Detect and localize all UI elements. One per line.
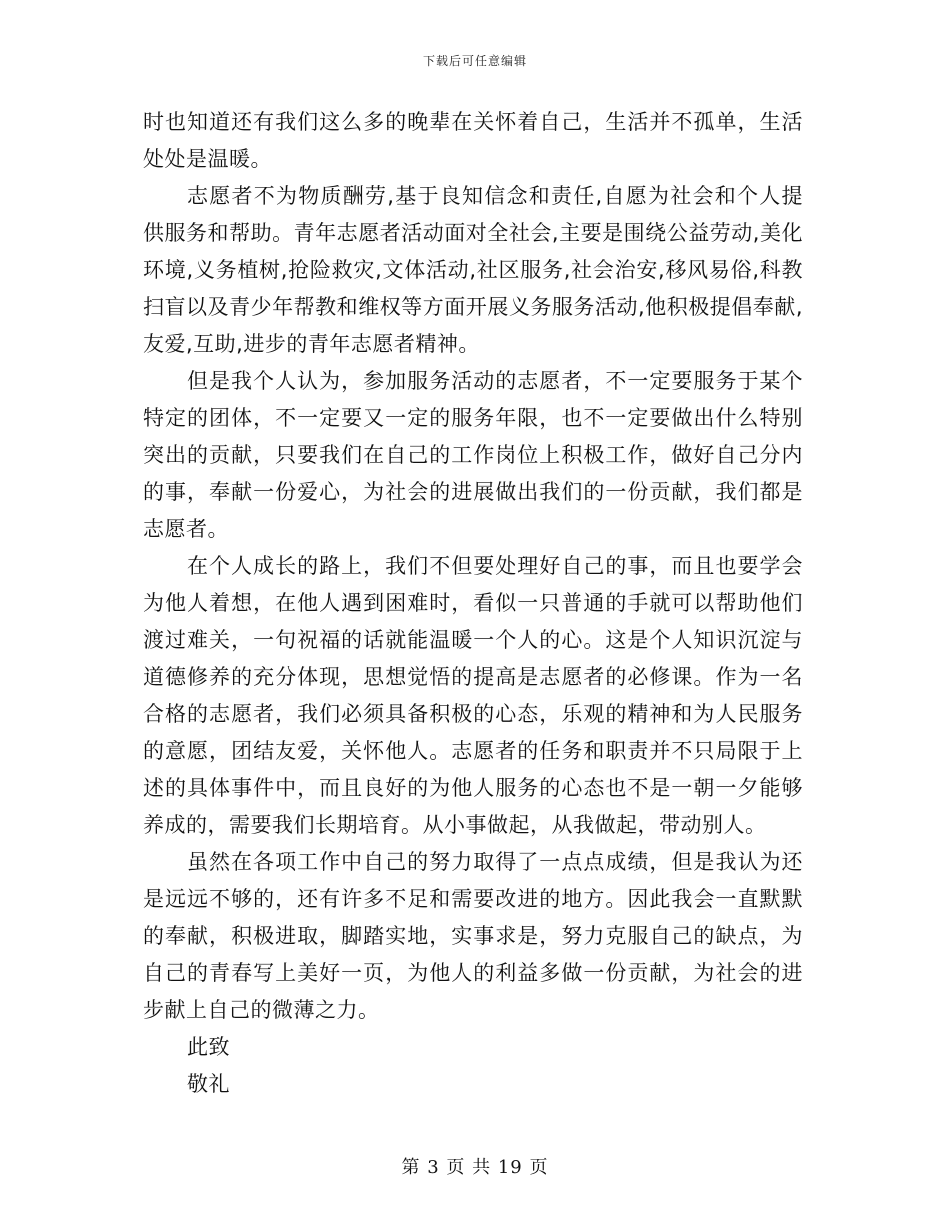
closing-line-1: 此致 [187,1035,230,1059]
paragraph: 但是我个人认为，参加服务活动的志愿者，不一定要服务于某个特定的团体，不一定要又一定的服务年限，也不一定要做出什么特别突出的贡献，只要我们在自己的工作岗位上积极工作，做好自己分内的事，奉献一份爱心，为社会的进展做出我们的一份贡献，我们都是志愿者。 [143,369,803,541]
paragraph: 在个人成长的路上，我们不但要处理好自己的事，而且也要学会为他人着想，在他人遇到困难时，看似一只普通的手就可以帮助他们渡过难关，一句祝福的话就能温暖一个人的心。这是个人知识沉淀与道德修养的充分体现，思想觉悟的提高是志愿者的必修课。作为一名合格的志愿者，我们必须具备积极的心态，乐观的精神和为人民服务的意愿，团结友爱，关怀他人。志愿者的任务和职责并不只局限于上述的具体事件中，而且良好的为他人服务的心态也不是一朝一夕能够养成的，需要我们长期培育。从小事做起，从我做起，带动别人。 [143,554,803,837]
paragraph: 志愿者不为物质酬劳,基于良知信念和责任,自愿为社会和个人提供服务和帮助。青年志愿者活动面对全社会,主要是围绕公益劳动,美化环境,义务植树,抢险救灾,文体活动,社区服务,社会治安,移风易俗,科教扫盲以及青少年帮教和维权等方面开展义务服务活动,他积极提倡奉献,友爱,互助,进步的青年志愿者精神。 [143,184,803,356]
paragraph: 虽然在各项工作中自己的努力取得了一点点成绩，但是我认为还是远远不够的，还有许多不足和需要改进的地方。因此我会一直默默的奉献，积极进取，脚踏实地，实事求是，努力克服自己的缺点，为自己的青春写上美好一页，为他人的利益多做一份贡献，为社会的进步献上自己的微薄之力。 [143,850,803,1022]
closing-line-2: 敬礼 [187,1072,230,1096]
paragraph-continuation: 时也知道还有我们这么多的晚辈在关怀着自己，生活并不孤单，生活处处是温暖。 [143,110,803,171]
document-body [143,104,803,1103]
page-number: 第 3 页 共 19 页 [401,1157,549,1178]
page-header: 下载后可任意编辑 [422,54,527,68]
